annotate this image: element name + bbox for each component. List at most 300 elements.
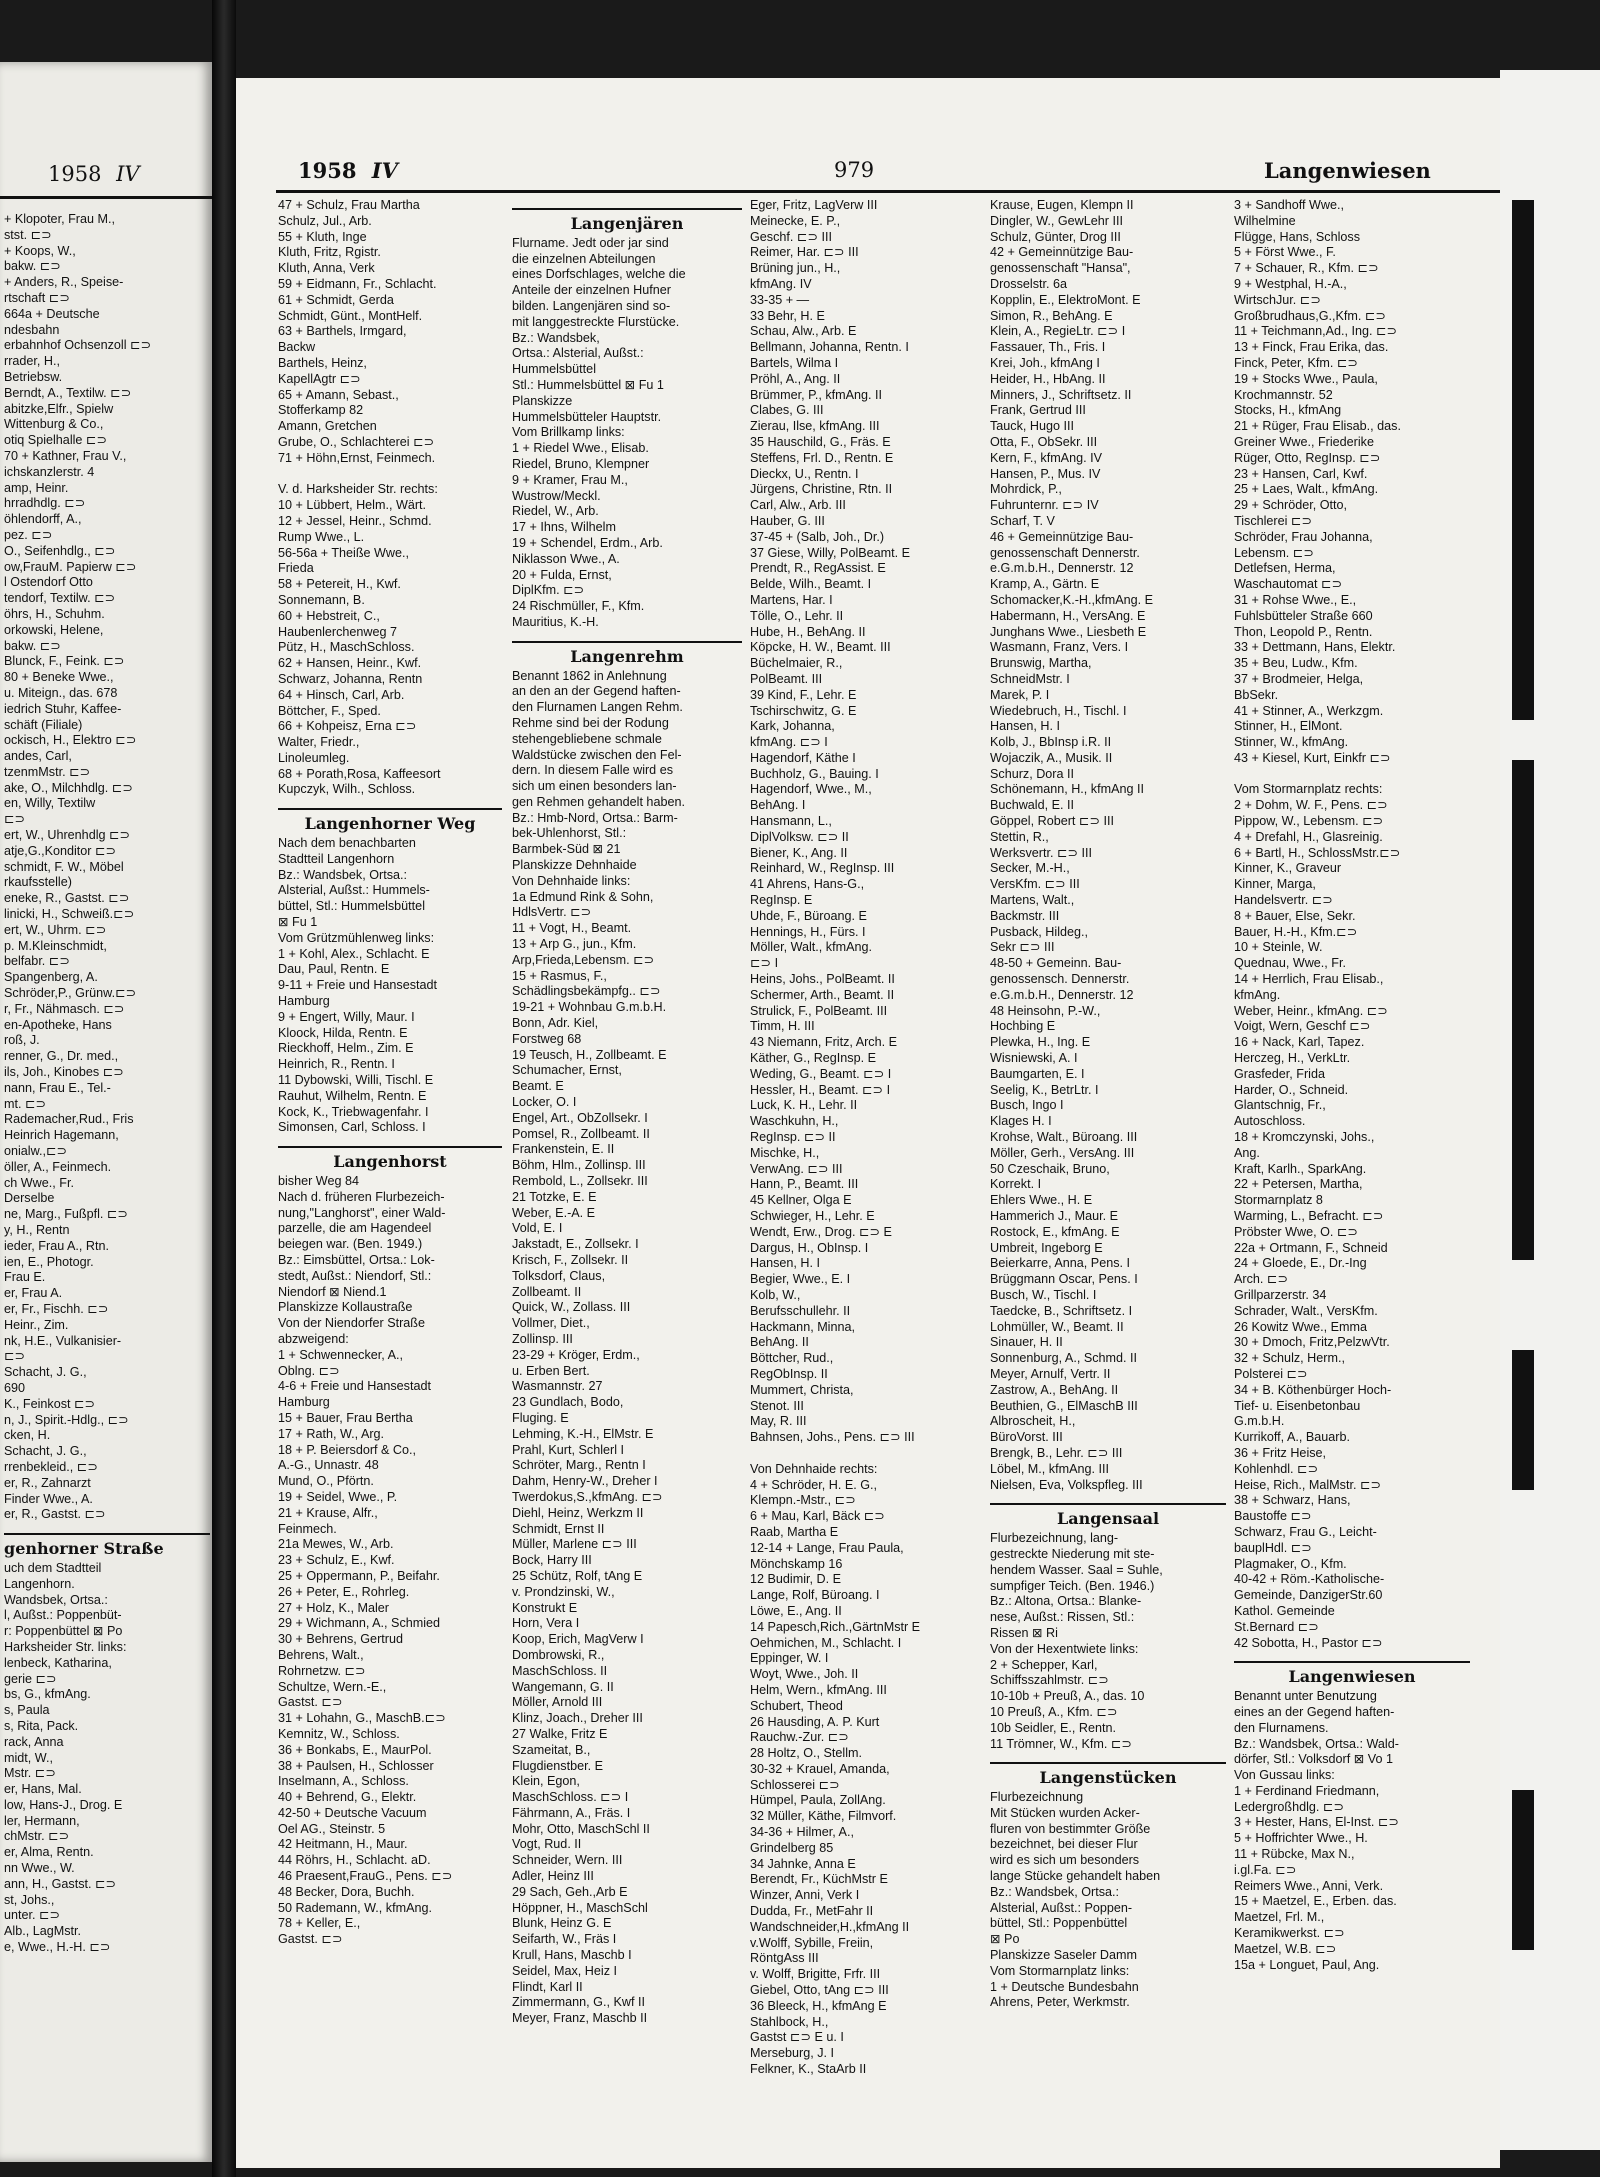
directory-line: Pippow, W., Lebensm. ⊏⊃ bbox=[1234, 814, 1384, 829]
directory-line: Nielsen, Eva, Volkspfleg. III bbox=[990, 1477, 1143, 1492]
directory-line: 21 + Krause, Alfr., bbox=[278, 1505, 378, 1520]
directory-line: Busch, Ingo I bbox=[990, 1098, 1064, 1113]
directory-line: 18 + Kromczynski, Johs., bbox=[1234, 1130, 1375, 1145]
directory-line: Grillparzerstr. 34 bbox=[1234, 1287, 1327, 1302]
directory-line: Stormarnplatz 8 bbox=[1234, 1193, 1323, 1208]
directory-line: stst. ⊏⊃ bbox=[4, 227, 52, 242]
directory-line: 34 Jahnke, Anna E bbox=[750, 1856, 856, 1871]
directory-line: Von Dehnhaide rechts: bbox=[750, 1461, 878, 1476]
directory-line: Gastst. ⊏⊃ bbox=[278, 1932, 343, 1947]
directory-line: 14 + Herrlich, Frau Elisab., bbox=[1234, 972, 1384, 987]
directory-line: Hansmann, L., bbox=[750, 814, 832, 829]
directory-line: 9-11 + Freie und Hansestadt bbox=[278, 978, 438, 993]
page-number: 979 bbox=[834, 158, 875, 182]
directory-line: Kinner, Marga, bbox=[1234, 877, 1316, 892]
directory-line: cken, H. bbox=[4, 1428, 51, 1443]
directory-line: Vom Stormarnplatz rechts: bbox=[1234, 782, 1383, 797]
directory-line: Kramp, A., Gärtn. E bbox=[990, 577, 1100, 592]
directory-line: 43 + Kiesel, Kurt, Einkfr ⊏⊃ bbox=[1234, 750, 1391, 765]
directory-line: Fassauer, Th., Fris. I bbox=[990, 340, 1106, 355]
directory-line: parzelle, die am Hagendeel bbox=[278, 1221, 432, 1236]
directory-line: v. Wolff, Brigitte, Frfr. III bbox=[750, 1967, 881, 1982]
directory-line: Eger, Fritz, LagVerw III bbox=[750, 198, 878, 212]
directory-line: Dau, Paul, Rentn. E bbox=[278, 962, 390, 977]
directory-line: Krei, Joh., kfmAng I bbox=[990, 355, 1100, 370]
directory-line: 25 Schütz, Rolf, tAng E bbox=[512, 1568, 643, 1583]
directory-line: Riedel, W., Arb. bbox=[512, 504, 599, 519]
directory-line: Secker, M.-H., bbox=[990, 861, 1070, 876]
directory-line: 12 Budimir, D. E bbox=[750, 1572, 841, 1587]
directory-line: linicki, H., Schweiß.⊏⊃ bbox=[4, 907, 135, 922]
directory-line: bakw. ⊏⊃ bbox=[4, 259, 61, 274]
directory-line: Vom Brillkamp links: bbox=[512, 425, 625, 440]
directory-line: Vogt, Rud. II bbox=[512, 1837, 582, 1852]
directory-line: Sinauer, H. II bbox=[990, 1335, 1063, 1350]
directory-line: 15 + Bauer, Frau Bertha bbox=[278, 1410, 413, 1425]
directory-line: Schultze, Wern.-E., bbox=[278, 1679, 387, 1694]
directory-line: 48 Becker, Dora, Buchh. bbox=[278, 1884, 415, 1899]
directory-line: Betriebsw. bbox=[4, 369, 63, 384]
directory-line: Stinner, H., ElMont. bbox=[1234, 719, 1343, 734]
directory-line: ien, E., Photogr. bbox=[4, 1254, 94, 1269]
directory-line: Rump Wwe., L. bbox=[278, 529, 365, 544]
directory-line: Dahm, Henry-W., Dreher I bbox=[512, 1474, 658, 1489]
directory-line: 10-10b + Preuß, A., das. 10 bbox=[990, 1689, 1145, 1704]
directory-line: Krisch, F., Zollsekr. II bbox=[512, 1253, 629, 1267]
directory-line: 8 + Bauer, Else, Sekr. bbox=[1234, 908, 1356, 923]
directory-line: 12-14 + Lange, Frau Paula, bbox=[750, 1540, 904, 1555]
volume: IV bbox=[371, 158, 398, 183]
directory-line: rtschaft ⊏⊃ bbox=[4, 290, 70, 305]
directory-line: 23 Gundlach, Bodo, bbox=[512, 1395, 624, 1410]
directory-line: Pusback, Hildeg., bbox=[990, 924, 1089, 939]
directory-line: 24 + Gloede, E., Dr.-Ing bbox=[1234, 1256, 1367, 1271]
directory-line: Umbreit, Ingeborg E bbox=[990, 1240, 1103, 1255]
street-title: Langenstücken bbox=[990, 1762, 1226, 1786]
directory-line: Rissen ⊠ Ri bbox=[990, 1625, 1058, 1640]
directory-line: Krull, Hans, Maschb I bbox=[512, 1948, 632, 1963]
directory-line: Wandschneider,H.,kfmAng II bbox=[750, 1919, 910, 1934]
directory-line: 46 + Gemeinnützige Bau- bbox=[990, 529, 1134, 544]
directory-line: Hummelsbütteler Hauptstr. bbox=[512, 409, 662, 424]
directory-line: Stinner, W., kfmAng. bbox=[1234, 735, 1349, 750]
directory-line: Seelig, K., BetrLtr. I bbox=[990, 1082, 1099, 1097]
directory-line: Stadtteil Langenhorn bbox=[278, 851, 395, 866]
directory-line: Berndt, A., Textilw. ⊏⊃ bbox=[4, 385, 132, 400]
directory-line: Flindt, Karl II bbox=[512, 1979, 583, 1994]
directory-line: Barmbek-Süd ⊠ 21 bbox=[512, 842, 621, 857]
directory-line: Kluth, Fritz, Rgistr. bbox=[278, 245, 381, 260]
directory-line: 37 Giese, Willy, PolBeamt. E bbox=[750, 545, 911, 560]
directory-line: er, R., Gastst. ⊏⊃ bbox=[4, 1507, 106, 1522]
directory-line: Stofferkamp 82 bbox=[278, 403, 364, 418]
column-3 bbox=[750, 198, 982, 2158]
directory-line: 55 + Kluth, Inge bbox=[278, 229, 367, 244]
directory-line: Langenhorn. bbox=[4, 1576, 75, 1591]
directory-line: atje,G.,Konditor ⊏⊃ bbox=[4, 843, 117, 858]
directory-line: Tischlerei ⊏⊃ bbox=[1234, 513, 1313, 528]
directory-line: Beuthien, G., ElMaschB III bbox=[990, 1398, 1138, 1413]
directory-line: er, Hans, Mal. bbox=[4, 1782, 82, 1797]
directory-line: e.G.m.b.H., Dennerstr. 12 bbox=[990, 561, 1134, 576]
directory-line: Harksheider Str. links: bbox=[4, 1639, 127, 1654]
directory-line: 17 + Ihns, Wilhelm bbox=[512, 520, 616, 535]
directory-line: stehengebliebene schmale bbox=[512, 731, 662, 746]
street-title: Langenhorst bbox=[278, 1146, 502, 1170]
directory-line: Dieckx, U., Rentn. I bbox=[750, 466, 859, 481]
directory-line: wird es sich um besonders bbox=[990, 1853, 1140, 1868]
directory-line: 6 + Bartl, H., SchlossMstr.⊏⊃ bbox=[1234, 845, 1401, 860]
directory-line: 25 + Oppermann, P., Beifahr. bbox=[278, 1568, 440, 1583]
directory-line: Helm, Wern., kfmAng. III bbox=[750, 1682, 887, 1697]
directory-line: Forstweg 68 bbox=[512, 1031, 582, 1046]
directory-line: Hennings, H., Fürs. I bbox=[750, 924, 866, 939]
directory-line: Horn, Vera I bbox=[512, 1616, 580, 1631]
directory-line: Plewka, H., Ing. E bbox=[990, 1035, 1091, 1050]
directory-line: Waldstücke zwischen den Fel- bbox=[512, 747, 682, 762]
directory-line: 19-21 + Wohnbau G.m.b.H. bbox=[512, 1000, 667, 1015]
directory-line: Busch, W., Tischl. I bbox=[990, 1287, 1097, 1302]
directory-line: rkaufsstelle) bbox=[4, 875, 72, 890]
directory-line: Benannt unter Benutzung bbox=[1234, 1689, 1377, 1704]
directory-line: 21 Totzke, E. E bbox=[512, 1189, 597, 1204]
directory-line: Lange, Rolf, Büroang. I bbox=[750, 1588, 880, 1603]
directory-line: WirtschJur. ⊏⊃ bbox=[1234, 292, 1321, 307]
directory-line: Möller, Walt., kfmAng. bbox=[750, 940, 873, 955]
directory-line: Hochbing E bbox=[990, 1019, 1056, 1034]
directory-line: 56-56a + Theiße Wwe., bbox=[278, 545, 410, 560]
directory-line: Biener, K., Ang. II bbox=[750, 845, 848, 860]
directory-line: Mund, O., Pförtn. bbox=[278, 1474, 374, 1489]
directory-line: Hessler, H., Beamt. ⊏⊃ I bbox=[750, 1082, 891, 1097]
street-title: Langenwiesen bbox=[1234, 1661, 1470, 1685]
directory-line: ichskanzlerstr. 4 bbox=[4, 464, 95, 479]
directory-line: 42-50 + Deutsche Vacuum bbox=[278, 1805, 427, 1820]
directory-line: Kark, Johanna, bbox=[750, 719, 835, 734]
directory-line: Benannt 1862 in Anlehnung bbox=[512, 668, 667, 683]
directory-line: Grasfeder, Frida bbox=[1234, 1066, 1325, 1081]
directory-line: 24 Rischmüller, F., Kfm. bbox=[512, 599, 645, 614]
directory-line: Böttcher, Rud., bbox=[750, 1351, 834, 1366]
directory-line: Brunswig, Martha, bbox=[990, 656, 1092, 671]
column-1 bbox=[278, 198, 502, 2158]
directory-line: Von Gussau links: bbox=[1234, 1768, 1335, 1783]
directory-line: Tschirschwitz, G. E bbox=[750, 703, 857, 718]
directory-line: 4 + Schröder, H. E. G., bbox=[750, 1477, 878, 1492]
left-page-year: 1958 bbox=[48, 162, 102, 186]
directory-line: 3 + Sandhoff Wwe., bbox=[1234, 198, 1345, 212]
directory-line: ch Wwe., Fr. bbox=[4, 1175, 74, 1190]
directory-line: 21 + Rüger, Frau Elisab., das. bbox=[1234, 419, 1401, 434]
directory-line: Klinz, Joach., Dreher III bbox=[512, 1711, 643, 1726]
directory-line: Martens, Har. I bbox=[750, 592, 833, 607]
directory-line: 11 Trömner, W., Kfm. ⊏⊃ bbox=[990, 1736, 1132, 1751]
directory-line: 65 + Amann, Sebast., bbox=[278, 387, 399, 402]
directory-line: Sonnenburg, A., Schmd. II bbox=[990, 1351, 1138, 1366]
directory-line: ieder, Frau A., Rtn. bbox=[4, 1238, 109, 1253]
directory-line: Löbel, M., kfmAng. III bbox=[990, 1461, 1109, 1476]
directory-line: gerie ⊏⊃ bbox=[4, 1671, 57, 1686]
directory-line: Inselmann, A., Schloss. bbox=[278, 1774, 409, 1789]
directory-line: Bz.: Eimsbüttel, Ortsa.: Lok- bbox=[278, 1253, 435, 1267]
directory-line: den Flurnamens. bbox=[1234, 1720, 1329, 1735]
directory-line: hendem Wasser. Saal = Suhle, bbox=[990, 1562, 1163, 1577]
directory-line: Simonsen, Carl, Schloss. I bbox=[278, 1120, 426, 1135]
directory-line: Arch. ⊏⊃ bbox=[1234, 1272, 1288, 1287]
directory-line: Polsterei ⊏⊃ bbox=[1234, 1366, 1308, 1381]
directory-line: Mönchskamp 16 bbox=[750, 1556, 843, 1571]
directory-line: RegObInsp. II bbox=[750, 1366, 828, 1381]
directory-line: Wittenburg & Co., bbox=[4, 417, 104, 432]
directory-line: 4-6 + Freie und Hansestadt bbox=[278, 1379, 431, 1394]
directory-line: Schacht, J. G., bbox=[4, 1444, 87, 1459]
directory-line: Zollbeamt. II bbox=[512, 1284, 582, 1299]
directory-line: Hansen, H. I bbox=[750, 1256, 820, 1271]
directory-line: Jakstadt, E., Zollsekr. I bbox=[512, 1237, 639, 1252]
directory-line: eines an der Gegend haften- bbox=[1234, 1704, 1395, 1719]
directory-line: Timm, H. III bbox=[750, 1019, 815, 1034]
left-page-column bbox=[4, 212, 210, 1956]
directory-line: Linoleumleg. bbox=[278, 750, 350, 765]
directory-line: Kluth, Anna, Verk bbox=[278, 261, 375, 276]
directory-line: Frieda bbox=[278, 561, 314, 576]
directory-line: Winzer, Anni, Verk I bbox=[750, 1888, 860, 1903]
directory-line: 48 Heinsohn, P.-W., bbox=[990, 1003, 1101, 1018]
directory-line: 30-32 + Krauel, Amanda, bbox=[750, 1761, 890, 1776]
directory-line: Kraft, Karlh., SparkAng. bbox=[1234, 1161, 1367, 1176]
directory-line: Löwe, E., Ang. II bbox=[750, 1603, 842, 1618]
directory-line: Rostock, E., kfmAng. E bbox=[990, 1224, 1120, 1239]
directory-line: 9 + Kramer, Frau M., bbox=[512, 472, 628, 487]
directory-line: Bz.: Hmb-Nord, Ortsa.: Barm- bbox=[512, 810, 678, 825]
directory-line: 43 Niemann, Fritz, Arch. E bbox=[750, 1035, 897, 1050]
directory-line: Wangemann, G. II bbox=[512, 1679, 614, 1694]
directory-line: Fuhlsbütteler Straße 660 bbox=[1234, 608, 1373, 623]
directory-line: rrader, H., bbox=[4, 354, 60, 369]
directory-line: 1 + Deutsche Bundesbahn bbox=[990, 1979, 1139, 1994]
directory-line: Mummert, Christa, bbox=[750, 1382, 854, 1397]
directory-line: Planskizze Kollaustraße bbox=[278, 1300, 413, 1315]
directory-line: Otta, F., ObSekr. III bbox=[990, 434, 1098, 449]
directory-line: 17 + Rath, W., Arg. bbox=[278, 1426, 385, 1441]
directory-line: abzweigend: bbox=[278, 1331, 349, 1346]
directory-line: Seifarth, W., Fräs I bbox=[512, 1932, 617, 1947]
directory-line: Böhm, Hlm., Zollinsp. III bbox=[512, 1158, 646, 1173]
directory-line: Hamburg bbox=[278, 1395, 330, 1410]
directory-line: Schröder,P., Grünw.⊏⊃ bbox=[4, 986, 137, 1001]
directory-line: Dudda, Fr., MetFahr II bbox=[750, 1904, 874, 1919]
directory-line: sumpfiger Teich. (Ben. 1946.) bbox=[990, 1578, 1155, 1593]
directory-line: HdlsVertr. ⊏⊃ bbox=[512, 905, 592, 920]
directory-line: Maetzel, W.B. ⊏⊃ bbox=[1234, 1941, 1337, 1956]
directory-line: Rüger, Otto, RegInsp. ⊏⊃ bbox=[1234, 450, 1381, 465]
directory-line: 19 + Schendel, Erdm., Arb. bbox=[512, 535, 663, 550]
directory-line: Sekr ⊏⊃ III bbox=[990, 940, 1055, 955]
directory-line: RegInsp. E bbox=[750, 893, 813, 908]
directory-line: Planskizze Saseler Damm bbox=[990, 1948, 1137, 1963]
directory-line: Schermer, Arth., Beamt. II bbox=[750, 987, 895, 1002]
directory-line: 41 + Stinner, A., Werkzgm. bbox=[1234, 703, 1384, 718]
street-title: Langenhorner Weg bbox=[278, 808, 502, 832]
directory-line: Tölle, O., Lehr. II bbox=[750, 608, 844, 623]
book-gutter bbox=[212, 0, 236, 2177]
directory-line: Bahnsen, Johs., Pens. ⊏⊃ III bbox=[750, 1430, 915, 1445]
directory-line: Alb., LagMstr. bbox=[4, 1924, 81, 1939]
directory-line: p. M.Kleinschmidt, bbox=[4, 938, 107, 953]
directory-line: Von der Niendorfer Straße bbox=[278, 1316, 426, 1331]
directory-line: chMstr. ⊏⊃ bbox=[4, 1829, 70, 1844]
directory-line: Krause, Eugen, Klempn II bbox=[990, 198, 1134, 212]
directory-line: Fährmann, A., Fräs. I bbox=[512, 1805, 631, 1820]
directory-line: Flugdienstber. E bbox=[512, 1758, 604, 1773]
directory-line: Blunck, F., Feink. ⊏⊃ bbox=[4, 654, 125, 669]
directory-line: Hansen, H. I bbox=[990, 719, 1060, 734]
directory-line: 38 + Schwarz, Hans, bbox=[1234, 1493, 1351, 1508]
directory-line: Brengk, B., Lehr. ⊏⊃ III bbox=[990, 1445, 1123, 1460]
directory-line: Flurbezeichnung, lang- bbox=[990, 1531, 1119, 1546]
directory-line: Niklasson Wwe., A. bbox=[512, 551, 620, 566]
directory-line: Reimers Wwe., Anni, Verk. bbox=[1234, 1878, 1384, 1893]
directory-line: Wendt, Erw., Drog. ⊏⊃ E bbox=[750, 1224, 892, 1239]
directory-line: 6 + Mau, Karl, Bäck ⊏⊃ bbox=[750, 1509, 885, 1524]
directory-line: Zierau, Ilse, kfmAng. III bbox=[750, 419, 880, 434]
directory-line: Hansen, P., Mus. IV bbox=[990, 466, 1101, 481]
directory-line: gestreckte Niederung mit ste- bbox=[990, 1546, 1155, 1561]
directory-line: 4 + Drefahl, H., Glasreinig. bbox=[1234, 829, 1383, 844]
directory-line: Frankenstein, E. II bbox=[512, 1142, 615, 1157]
directory-line: tendorf, Textilw. ⊏⊃ bbox=[4, 591, 116, 606]
directory-line: Anteile der einzelnen Hufner bbox=[512, 283, 671, 298]
directory-line: Zimmermann, G., Kwf II bbox=[512, 1995, 645, 2010]
directory-line: Bz.: Wandsbek, Ortsa.: bbox=[990, 1884, 1120, 1899]
directory-line: Albroscheit, H., bbox=[990, 1414, 1076, 1429]
directory-line: öhlendorff, A., bbox=[4, 512, 82, 527]
directory-line: 10 Preuß, A., Kfm. ⊏⊃ bbox=[990, 1704, 1118, 1719]
directory-line: 48-50 + Gemeinn. Bau- bbox=[990, 956, 1122, 971]
directory-line: Behrens, Walt., bbox=[278, 1647, 364, 1662]
directory-line: Schröder, Frau Johanna, bbox=[1234, 529, 1373, 544]
directory-line: Kopplin, E., ElektroMont. E bbox=[990, 292, 1141, 307]
directory-line: Dombrowski, R., bbox=[512, 1647, 605, 1662]
directory-line: l, Außst.: Poppenbüt- bbox=[4, 1608, 122, 1623]
directory-line: K., Feinkost ⊏⊃ bbox=[4, 1396, 96, 1411]
directory-line bbox=[278, 467, 502, 483]
next-page-print-strip bbox=[1512, 1790, 1534, 1950]
directory-line: Oblng. ⊏⊃ bbox=[278, 1363, 340, 1378]
directory-line: Nach dem benachbarten bbox=[278, 836, 416, 851]
directory-line: 19 Teusch, H., Zollbeamt. E bbox=[512, 1047, 667, 1062]
directory-line: 70 + Kathner, Frau V., bbox=[4, 448, 127, 463]
directory-line: Weding, G., Beamt. ⊏⊃ I bbox=[750, 1066, 892, 1081]
directory-line: dern. In diesem Falle wird es bbox=[512, 763, 673, 778]
directory-line: bs, G., kfmAng. bbox=[4, 1687, 91, 1702]
directory-line: DiplVolksw. ⊏⊃ II bbox=[750, 829, 849, 844]
directory-line: l Ostendorf Otto bbox=[4, 575, 93, 590]
directory-line: V. d. Harksheider Str. rechts: bbox=[278, 482, 438, 497]
directory-line: 58 + Petereit, H., Kwf. bbox=[278, 577, 401, 592]
directory-line: G.m.b.H. bbox=[1234, 1414, 1285, 1429]
directory-line: 22a + Ortmann, F., Schneid bbox=[1234, 1240, 1388, 1255]
directory-line: Bartels, Wilma I bbox=[750, 355, 839, 370]
directory-line: r: Poppenbüttel ⊠ Po bbox=[4, 1624, 123, 1639]
directory-line: 1 + Riedel Wwe., Elisab. bbox=[512, 441, 649, 456]
directory-line: Brüggmann Oscar, Pens. I bbox=[990, 1272, 1138, 1287]
directory-line: 30 + Dmoch, Fritz,PelzwVtr. bbox=[1234, 1335, 1390, 1350]
directory-line: Berendt, Fr., KüchMstr E bbox=[750, 1872, 888, 1887]
directory-line: 68 + Porath,Rosa, Kaffeesort bbox=[278, 766, 441, 781]
directory-line: BehAng. I bbox=[750, 798, 806, 813]
directory-line: eines Dorfschlages, welche die bbox=[512, 267, 686, 282]
directory-line: büttel, Stl.: Poppenbüttel bbox=[990, 1916, 1128, 1931]
directory-line: Rademacher,Rud., Fris bbox=[4, 1112, 134, 1127]
directory-line: eneke, R., Gastst. ⊏⊃ bbox=[4, 891, 130, 906]
directory-line: Flurbezeichnung bbox=[990, 1790, 1084, 1805]
directory-line: Maetzel, Frl. M., bbox=[1234, 1910, 1325, 1925]
directory-line: Felkner, K., StaArb II bbox=[750, 2062, 867, 2077]
directory-line: Möller, Gerh., VersAng. III bbox=[990, 1145, 1135, 1160]
directory-line: Ang. bbox=[1234, 1145, 1260, 1160]
main-page bbox=[236, 78, 1500, 2168]
directory-line: Weber, Heinr., kfmAng. ⊏⊃ bbox=[1234, 1003, 1388, 1018]
directory-line: u. Erben Bert. bbox=[512, 1363, 590, 1378]
next-page-edge bbox=[1500, 70, 1600, 2150]
directory-line: er, Fr., Fischh. ⊏⊃ bbox=[4, 1301, 109, 1316]
directory-line: Meyer, Franz, Maschb II bbox=[512, 2011, 648, 2026]
directory-line: Woyt, Wwe., Joh. II bbox=[750, 1667, 859, 1682]
directory-line: Clabes, G. III bbox=[750, 403, 824, 418]
directory-line: Feinmech. bbox=[278, 1521, 337, 1536]
directory-line: Frank, Gertrud III bbox=[990, 403, 1086, 418]
directory-line: VerwAng. ⊏⊃ III bbox=[750, 1161, 843, 1176]
directory-line: roß, J. bbox=[4, 1033, 40, 1048]
directory-line: Reinhard, W., RegInsp. III bbox=[750, 861, 895, 876]
directory-line: Keramikwerkst. ⊏⊃ bbox=[1234, 1926, 1345, 1941]
directory-line: kfmAng. bbox=[1234, 987, 1281, 1002]
directory-line: Korrekt. I bbox=[990, 1177, 1042, 1192]
directory-line: Junghans Wwe., Liesbeth E bbox=[990, 624, 1147, 639]
directory-line: ⊠ Fu 1 bbox=[278, 915, 318, 930]
directory-line: Kupczyk, Wilh., Schloss. bbox=[278, 782, 416, 797]
directory-line: Diehl, Heinz, Werkzm II bbox=[512, 1505, 644, 1520]
directory-line: Seidel, Max, Heiz I bbox=[512, 1963, 617, 1978]
directory-line: 41 Ahrens, Hans-G., bbox=[750, 877, 865, 892]
directory-line: 29 + Wichmann, A., Schmied bbox=[278, 1616, 441, 1631]
directory-line: Voigt, Wern, Geschf ⊏⊃ bbox=[1234, 1019, 1371, 1034]
directory-line: ne, Marg., Fußpfl. ⊏⊃ bbox=[4, 1207, 128, 1222]
directory-line: Schwarz, Frau G., Leicht- bbox=[1234, 1524, 1377, 1539]
directory-line: Schröter, Marg., Rentn I bbox=[512, 1458, 646, 1473]
directory-line: Haubenlerchenweg 7 bbox=[278, 624, 398, 639]
directory-line: 80 + Beneke Wwe., bbox=[4, 670, 114, 685]
directory-line: Rembold, L., Zollsekr. III bbox=[512, 1174, 648, 1189]
directory-line: Beamt. E bbox=[512, 1079, 564, 1094]
directory-line: iedrich Stuhr, Kaffee- bbox=[4, 701, 122, 716]
directory-line: 23-29 + Kröger, Erdm., bbox=[512, 1347, 640, 1362]
directory-line: Quick, W., Zollass. III bbox=[512, 1300, 631, 1315]
directory-line: Schmidt, Ernst II bbox=[512, 1521, 605, 1536]
directory-line: Oel AG., Steinstr. 5 bbox=[278, 1821, 386, 1836]
directory-line: Kohlenhdl. ⊏⊃ bbox=[1234, 1461, 1319, 1476]
directory-line: Lohmüller, W., Beamt. II bbox=[990, 1319, 1124, 1334]
directory-line: nese, Außst.: Rissen, Stl.: bbox=[990, 1610, 1135, 1625]
directory-line: 62 + Hansen, Heinr., Kwf. bbox=[278, 656, 422, 671]
directory-line: mt. ⊏⊃ bbox=[4, 1096, 47, 1111]
directory-line: Drosselstr. 6a bbox=[990, 276, 1067, 291]
directory-line: Locker, O. I bbox=[512, 1095, 577, 1110]
directory-line: Steffens, Frl. D., Rentn. E bbox=[750, 450, 894, 465]
directory-line: Klages H. I bbox=[990, 1114, 1052, 1129]
directory-line: Großbrudhaus,G.,Kfm. ⊏⊃ bbox=[1234, 308, 1386, 323]
